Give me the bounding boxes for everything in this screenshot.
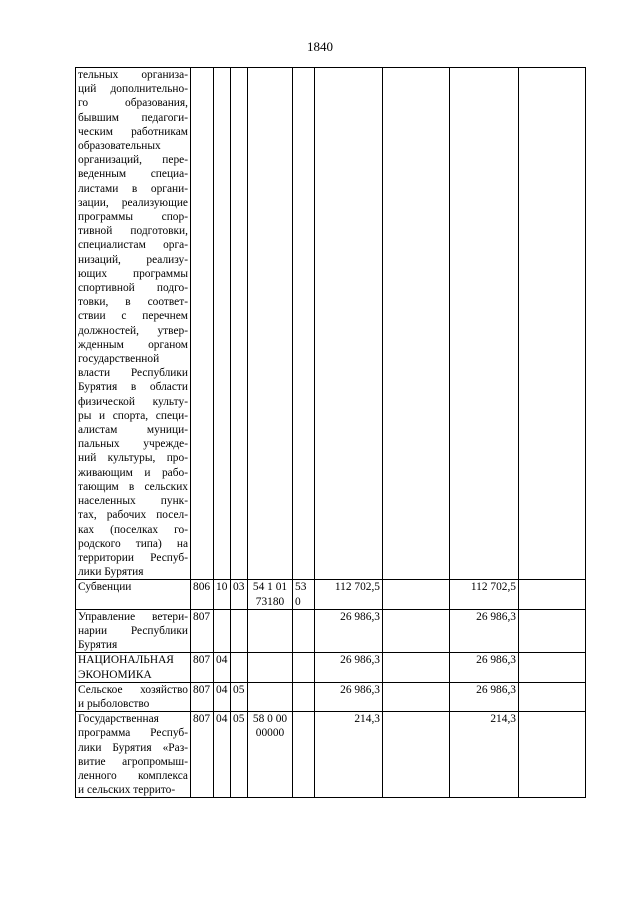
subsection-code-cell: 05 [231, 682, 248, 711]
table-row [76, 609, 586, 653]
expense-type-cell [293, 682, 315, 711]
subsection-code-cell [231, 68, 248, 580]
row-name-line: Сельское хозяйство [78, 683, 188, 696]
grbs-code-cell: 807 [191, 609, 214, 653]
row-name-line: веденным специа- [78, 168, 188, 181]
section-code-cell: 04 [214, 712, 231, 798]
row-name-line: спортивной подго- [78, 282, 188, 295]
row-name-line: витие агропромыш- [78, 755, 188, 768]
expense-type-cell [293, 68, 315, 580]
target-article-cell [248, 682, 293, 711]
amount-total-cell: 112 702,5 [315, 580, 383, 609]
target-article-cell [248, 653, 293, 682]
row-name-line: алистам муници- [78, 424, 188, 437]
row-name-line: бывшим педагоги- [78, 111, 188, 124]
row-name-line: ций дополнительно- [78, 83, 188, 96]
row-name-cell [76, 609, 191, 653]
section-code-cell: 04 [214, 682, 231, 711]
section-code-cell: 04 [214, 653, 231, 682]
row-name-line: тельных организа- [78, 69, 188, 81]
amount-total-cell: 214,3 [315, 712, 383, 798]
page-number: 1840 [307, 39, 333, 54]
amount-regional-cell: 26 986,3 [450, 653, 519, 682]
amount-regional-cell [450, 68, 519, 580]
row-name-line: образовательных [78, 140, 161, 153]
row-name-line: ры и спорта, специ- [78, 409, 188, 422]
row-name-line: жденным органом [78, 338, 188, 351]
section-code-cell: 10 [214, 580, 231, 609]
row-name-line: и сельских террито- [78, 784, 176, 797]
row-name-line: зации, реализующие [78, 196, 188, 209]
grbs-code-cell [191, 68, 214, 580]
amount-regional-cell: 214,3 [450, 712, 519, 798]
grbs-code-cell: 807 [191, 712, 214, 798]
row-name-line: родского типа) на [78, 537, 188, 550]
target-article-cell: 58 0 00 00000 [248, 712, 293, 798]
row-name-cell [76, 68, 191, 580]
row-name-line: го образования, [78, 97, 188, 110]
amount-federal-cell [383, 580, 450, 609]
row-name-line: Управление ветери- [78, 610, 188, 623]
amount-total-cell: 26 986,3 [315, 682, 383, 711]
row-name-line: государственной [78, 353, 160, 366]
row-name-line: Государственная [78, 713, 159, 726]
amount-regional-cell: 26 986,3 [450, 609, 519, 653]
row-name-line: Бурятия [78, 639, 118, 652]
row-name-line: программы спор- [78, 211, 188, 224]
row-name-line: ленного комплекса [78, 769, 188, 782]
row-name-line: организаций, пере- [78, 154, 188, 167]
row-name-line: живающим и рабо- [78, 466, 188, 479]
row-name-line: НАЦИОНАЛЬНАЯ [78, 654, 174, 667]
row-name-line: ЭКОНОМИКА [78, 668, 152, 681]
amount-total-cell: 26 986,3 [315, 609, 383, 653]
row-name-line: низаций, реализу- [78, 253, 188, 266]
table-body [76, 68, 586, 798]
table-row [76, 712, 586, 798]
table-row [76, 580, 586, 609]
subsection-code-cell: 05 [231, 712, 248, 798]
row-name-line: ющих программы [78, 267, 188, 280]
amount-other-cell [519, 653, 586, 682]
row-name-line: программа Респуб- [78, 727, 188, 740]
subsection-code-cell [231, 609, 248, 653]
expense-type-cell [293, 712, 315, 798]
row-name-line: тающим в сельских [78, 480, 188, 493]
table-row [76, 682, 586, 711]
row-name-cell [76, 653, 191, 682]
expense-type-cell [293, 609, 315, 653]
row-name-cell [76, 682, 191, 711]
amount-other-cell [519, 580, 586, 609]
row-name-line: и рыболовство [78, 697, 150, 710]
amount-total-cell: 26 986,3 [315, 653, 383, 682]
amount-other-cell [519, 609, 586, 653]
target-article-cell [248, 68, 293, 580]
amount-regional-cell: 26 986,3 [450, 682, 519, 711]
row-name-line: нарии Республики [78, 624, 188, 637]
grbs-code-cell: 806 [191, 580, 214, 609]
row-name-line: территории Респуб- [78, 551, 188, 564]
grbs-code-cell: 807 [191, 653, 214, 682]
table-row [76, 653, 586, 682]
row-name-line: тах, рабочих посел- [78, 509, 188, 522]
row-name-line: ческим работникам [78, 125, 188, 138]
row-name-line: населенных пунк- [78, 495, 188, 508]
grbs-code-cell: 807 [191, 682, 214, 711]
amount-total-cell [315, 68, 383, 580]
target-article-cell [248, 609, 293, 653]
table-row [76, 68, 586, 580]
amount-federal-cell [383, 653, 450, 682]
row-name-line: лики Бурятия «Раз- [78, 741, 188, 754]
row-name-line: ствии с перечнем [78, 310, 188, 323]
amount-federal-cell [383, 682, 450, 711]
expense-type-cell: 530 [293, 580, 315, 609]
row-name-line: власти Республики [78, 367, 188, 380]
row-name-line: специалистам орга- [78, 239, 188, 252]
amount-federal-cell [383, 609, 450, 653]
amount-federal-cell [383, 68, 450, 580]
section-code-cell [214, 609, 231, 653]
row-name-line: лики Бурятия [78, 566, 144, 579]
amount-regional-cell: 112 702,5 [450, 580, 519, 609]
row-name-line: листами в органи- [78, 182, 188, 195]
section-code-cell [214, 68, 231, 580]
amount-federal-cell [383, 712, 450, 798]
row-name-line: физической культу- [78, 395, 188, 408]
row-name-line: тивной подготовки, [78, 225, 188, 238]
row-name-line: ках (поселках го- [78, 523, 188, 536]
row-name-line: Бурятия в области [78, 381, 188, 394]
row-name-cell [76, 712, 191, 798]
row-name-line: ний культуры, про- [78, 452, 188, 465]
subsection-code-cell: 03 [231, 580, 248, 609]
row-name-line: Субвенции [78, 581, 132, 594]
amount-other-cell [519, 712, 586, 798]
expense-type-cell [293, 653, 315, 682]
subsection-code-cell [231, 653, 248, 682]
row-name-line: должностей, утвер- [78, 324, 188, 337]
row-name-line: пальных учрежде- [78, 438, 188, 451]
amount-other-cell [519, 682, 586, 711]
amount-other-cell [519, 68, 586, 580]
row-name-cell [76, 580, 191, 609]
row-name-line: товки, в соответ- [78, 296, 188, 309]
budget-table [75, 67, 586, 798]
target-article-cell: 54 1 01 73180 [248, 580, 293, 609]
